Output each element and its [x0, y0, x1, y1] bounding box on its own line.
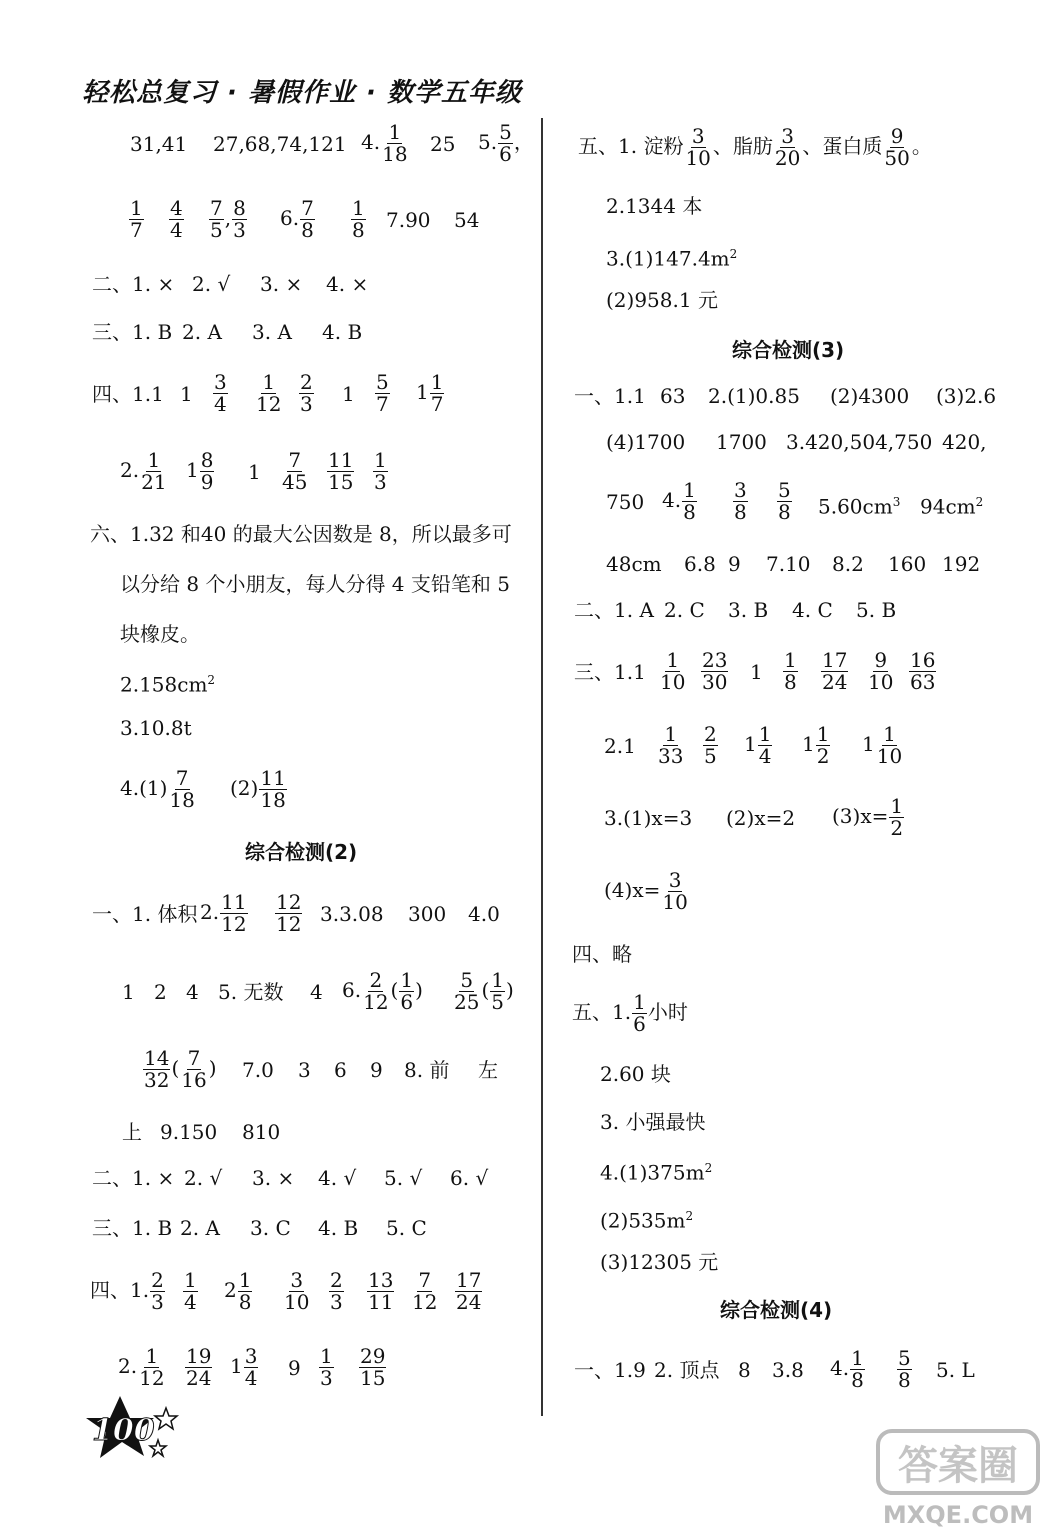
section-title: 综合检测(4)	[720, 1298, 833, 1322]
answer-line: (2)958.1 元	[606, 288, 718, 312]
answer-line: 块橡皮。	[120, 622, 200, 646]
header-title: 轻松总复习 · 暑假作业 · 数学五年级	[82, 78, 522, 108]
answer-line: 六、1.32 和40 的最大公因数是 8，所以最多可	[90, 522, 512, 546]
watermark-logo	[874, 1425, 1044, 1533]
section-title: 综合检测(3)	[732, 338, 845, 362]
answer-line: 3.10.8t	[120, 716, 192, 740]
page-number: 100	[92, 1413, 155, 1448]
answer-line: 2.1344 本	[606, 194, 703, 218]
answer-line: (3)12305 元	[600, 1250, 719, 1274]
answer-line: 3. 小强最快	[600, 1110, 706, 1134]
page-number-star-icon	[82, 1388, 202, 1478]
column-divider	[541, 118, 543, 1416]
answer-line: 2.60 块	[600, 1062, 671, 1086]
section-title: 综合检测(2)	[245, 840, 358, 864]
svg-text:MXQE.COM: MXQE.COM	[882, 1501, 1034, 1529]
svg-text:答案圈: 答案圈	[898, 1443, 1018, 1489]
answer-line: 四、略	[572, 942, 632, 966]
answer-line: 以分给 8 个小朋友，每人分得 4 支铅笔和 5	[120, 572, 510, 596]
answer-page: 轻松总复习 · 暑假作业 · 数学五年级 31,41 27,68,74,121 4. $\frac{1}{18}$ 25 5. $\frac{5}{6}$ ， $\frac{1}{7}$ $\frac{4}{4}$ $\frac{7}{5}$ , $\frac{8}{3}$ 6. $\frac{7}{8}$ $\frac{1}{8}$ 7.90 54 二、1. × 2. √ 3. × 4. × 三、1. B 2. A 3. A 4. B 四、1.1 1 $\frac{3}{4}$ $\frac{1}{12}$ $\frac{2}{3}$ 1 $\frac{5}{7}$ 1 $\frac{1}{7}$ 2. $\frac{1}{21}$ 1 $\frac{8}{9}$ 1 $\frac{7}{45}$ $\frac{11}{15}$ $\frac{1}{3}$ 六、1.32 和40 的最大公因数是 8，所以最多可 以分给 8 个小朋友，每人分得 4 支铅笔和 5 块橡皮。 $2.158cm^2$ 3.10.8t 4.(1) $\frac{7}{18}$ (2) $\frac{11}{18}$ 综合检测(2) 一、1. 体积 2. $\frac{11}{12}$ $\frac{12}{12}$ 3.3.08 300 4.0 1 2 4 5. 无数 4 6. $\frac{2}{12}$ ( $\frac{1}{6}$ ) $\frac{5}{25}$ ( $\frac{1}{5}$ ) $\frac{14}{32}$ ( $\frac{7}{16}$ ) 7.0 3 6 9 8. 前 左 上 9.150 810 二、1. × 2. √ 3. × 4. √ 5. √ 6. √ 三、1. B 2. A 3. C 4. B 5. C 四、1. $\frac{2}{3}$ $\frac{1}{4}$ 2 $\frac{1}{8}$ $\frac{3}{10}$ $\frac{2}{3}$ $\frac{13}{11}$ $\frac{7}{12}$ $\frac{17}{24}$ 2. $\frac{1}{12}$ $\frac{19}{24}$ 1 $\frac{3}{4}$ 9 $\frac{1}{3}$ $\frac{29}{15}$ 五、1. 淀粉 $\frac{3}{10}$ 、脂肪 $\frac{3}{20}$ 、蛋白质 $\frac{9}{50}$ 。 2.1344 本 $3.(1)147.4m^2$ (2)958.1 元 综合检测(3) 一、1.1 63 2.(1)0.85 (2)4300 (3)2.6 (4)1700 1700 3.420,504,750 420, 750 4. $\frac{1}{8}$ $\frac{3}{8}$ $\frac{5}{8}$ $5.60cm^3$ $94cm^2$ 48cm 6.8 9 7.10 8.2 160 192 二、1. A 2. C 3. B 4. C 5. B 三、1.1 $\frac{1}{10}$ $\frac{23}{30}$ 1 $\frac{1}{8}$ $\frac{17}{24}$ $\frac{9}{10}$ $\frac{16}{63}$ 2.1 $\frac{1}{33}$ $\frac{2}{5}$ 1 $\frac{1}{4}$ 1 $\frac{1}{2}$ 1 $\frac{1}{10}$ 3.(1)x=3 (2)x=2 (3)x= $\frac{1}{2}$ (4)x= $\frac{3}{10}$ 四、略 五、1. $\frac{1}{6}$ 小时 2.60 块 3. 小强最快 $4.(1)375m^2$ $(2)535m^2$ (3)12305 元 综合检测(4) 一、1.9 2. 顶点 8 3.8 4. $\frac{1}{8}$ $\frac{5}{8}$ 5. L 100 答案圈 MXQE.COM	[0, 0, 1053, 1536]
